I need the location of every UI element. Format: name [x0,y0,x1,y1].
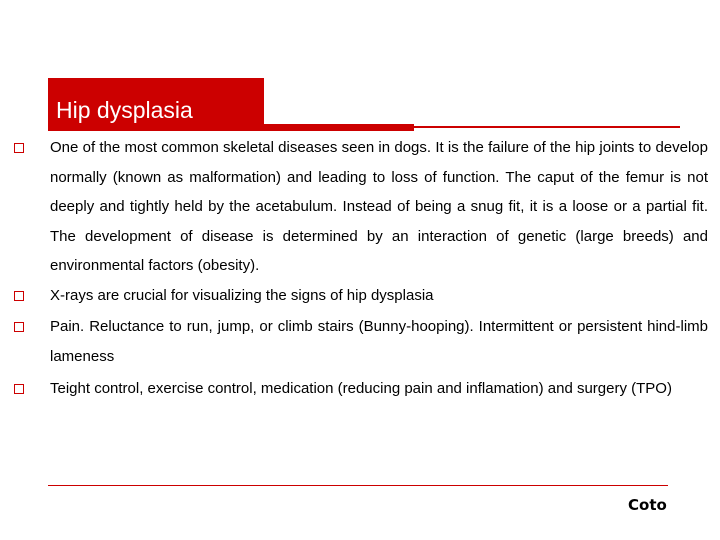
footer-rule [48,485,668,486]
bullet-square-icon [14,384,24,394]
bullet-square-icon [14,143,24,153]
bullet-square-icon [14,322,24,332]
title-underline-thin [414,126,680,128]
bullet-text-3: Pain. Reluctance to run, jump, or climb stairs (Bunny-hooping). Intermittent or persistent hind-limb lameness [50,318,708,365]
footer-label: Coto [628,496,667,514]
bullet-text-2: X-rays are crucial for visualizing the signs of hip dysplasia [50,287,434,304]
slide-title: Hip dysplasia [56,97,193,123]
bullet-square-icon [14,291,24,301]
bullet-text-4: Teight control, exercise control, medication (reducing pain and inflamation) and surgery (TPO) [50,380,672,397]
title-underline-thick [48,124,414,131]
bullet-text-1: One of the most common skeletal diseases seen in dogs. It is the failure of the hip joints to develop normally (known as malformation) and leading to loss of function. The caput of the femur is not deeply and tightly held by the acetabulum. Instead of being a snug fit, it is a loose or a partial fit. The development of disease is determined by an interaction of genetic (large breeds) and environmental factors (obesity). [50,139,708,274]
